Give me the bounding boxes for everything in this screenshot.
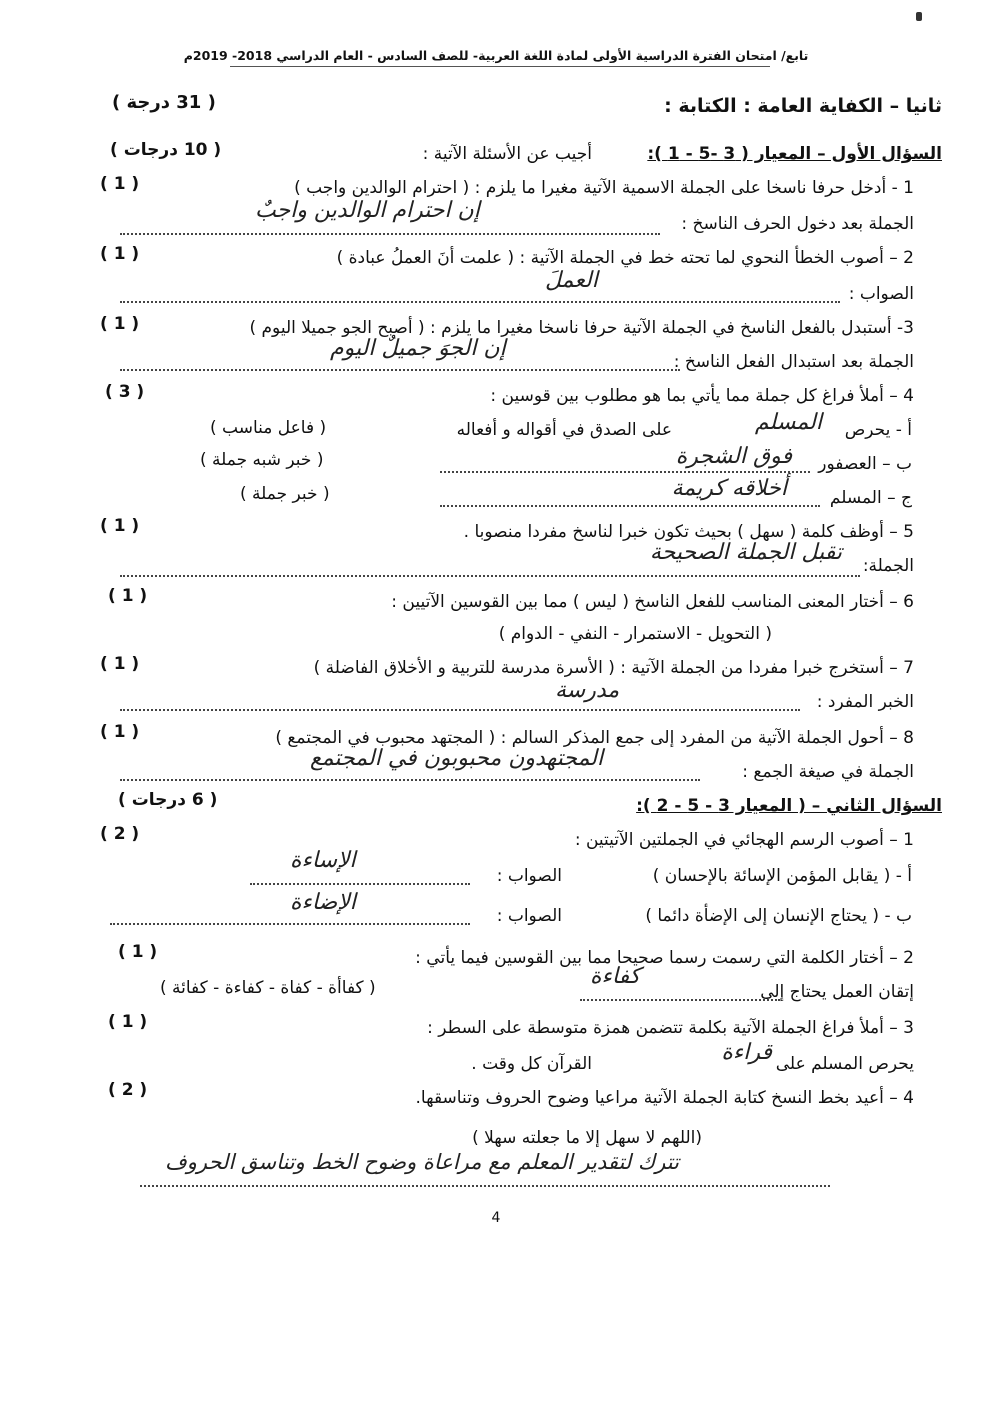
q2-item-2-mark: ( 1 ) xyxy=(118,942,158,962)
q1-item-5-label: الجملة: xyxy=(862,556,914,576)
q1-item-6-options: ( التحويل - الاستمرار - النفي - الدوام ) xyxy=(498,624,772,644)
answer-line xyxy=(140,1184,830,1187)
q2-item-4-quote: (اللهم لا سهل إلا ما جعلته سهلا ) xyxy=(472,1128,702,1148)
section-title: ثانيا – الكفاية العامة : الكتابة : xyxy=(664,95,942,117)
q2-item-4: 4 – أعيد بخط النسخ كتابة الجملة الآتية مراعيا وضوح الحروف وتناسقها. xyxy=(415,1088,914,1108)
answer-line xyxy=(250,882,470,885)
fill-b-hint: ( خبر شبه جملة ) xyxy=(200,450,324,470)
q2-item-2: 2 – أختار الكلمة التي رسمت رسما صحيحا مما بين القوسين فيما يأتي : xyxy=(415,948,914,968)
q2-item-3: 3 – أملأ فراغ الجملة الآتية بكلمة تتضمن همزة متوسطة على السطر : xyxy=(427,1018,914,1038)
q2-item-3-mark: ( 1 ) xyxy=(108,1012,148,1032)
fill-b-pre: ب – العصفور xyxy=(818,454,912,474)
q1-item-8-mark: ( 1 ) xyxy=(100,722,140,742)
exam-header: تابع/ امتحان الفترة الدراسية الأولى لمادة اللغة العربية- للصف السادس - العام الدراسي 2018- 2019م xyxy=(183,48,809,63)
q2-item-2-options: ( كفاأة - كفاة - كفاءة - كفائة ) xyxy=(160,978,376,998)
q1-item-6-mark: ( 1 ) xyxy=(108,586,148,606)
q1-item-8: 8 – أحول الجملة الآتية من المفرد إلى جمع المذكر السالم : ( المجتهد محبوب في المجتمع ) xyxy=(275,728,914,748)
q1-item-2-label: الصواب : xyxy=(848,284,914,304)
q1-item-2-mark: ( 1 ) xyxy=(100,244,140,264)
answer-line xyxy=(120,778,700,781)
fill-c-answer: أخلاقه كريمة xyxy=(671,476,787,501)
q1-item-4: 4 – أملأ فراغ كل جملة مما يأتي بما هو مطلوب بين قوسين : xyxy=(490,386,914,406)
q2-item-3-answer: قراءة xyxy=(721,1040,772,1065)
header-rule xyxy=(230,66,770,68)
answer-line xyxy=(580,998,780,1001)
q2-item-3-post: القرآن كل وقت . xyxy=(471,1054,592,1074)
q1-instruction: أجيب عن الأسئلة الآتية : xyxy=(422,144,592,164)
answer-line xyxy=(120,300,840,303)
q2-item-1b-answer: الإضاءة xyxy=(290,890,356,915)
q2-item-1a-answer: الإساءة xyxy=(290,848,356,873)
section-total: ( 31 درجة ) xyxy=(112,92,216,113)
q1-item-7-answer: مدرسة xyxy=(555,678,620,703)
answer-line xyxy=(120,368,680,371)
q1-item-3-answer: إن الجوَ جميلٌ اليوم xyxy=(330,336,506,361)
q2-item-4-mark: ( 2 ) xyxy=(108,1080,148,1100)
fill-a-post: على الصدق في أقواله و أفعاله xyxy=(456,420,672,440)
q1-item-3: 3- أستبدل بالفعل الناسخ في الجملة الآتية حرفا ناسخا مغيرا ما يلزم : ( أصبح الجو جميلا اليوم ) xyxy=(249,318,914,338)
q1-title: السؤال الأول – المعيار ( 3 -5 - 1 ): xyxy=(647,144,942,164)
answer-line xyxy=(440,504,820,507)
q1-item-3-label: الجملة بعد استبدال الفعل الناسخ : xyxy=(673,352,914,372)
q2-item-1a-label: الصواب : xyxy=(496,866,562,886)
ink-mark xyxy=(916,12,922,21)
answer-line xyxy=(110,922,470,925)
fill-b-answer: فوق الشجرة xyxy=(675,444,792,469)
q2-item-1-mark: ( 2 ) xyxy=(100,824,140,844)
q2-marks: ( 6 درجات ) xyxy=(118,790,218,810)
q1-item-1-answer: إن احترام الوالدين واجبٌ xyxy=(255,198,480,223)
answer-line xyxy=(120,708,800,711)
q1-item-1-label: الجملة بعد دخول الحرف الناسخ : xyxy=(681,214,914,234)
page-number: 4 xyxy=(491,1210,501,1226)
q2-title: السؤال الثاني – ( المعيار 3 - 5 - 2 ): xyxy=(636,796,942,816)
fill-c-hint: ( خبر جملة ) xyxy=(240,484,330,504)
q1-item-7-label: الخبر المفرد : xyxy=(816,692,914,712)
q1-item-1: 1 - أدخل حرفا ناسخا على الجملة الاسمية الآتية مغيرا ما يلزم : ( احترام الوالدين واجب ) xyxy=(294,178,914,198)
q1-item-5: 5 – أوظف كلمة ( سهل ) بحيث تكون خبرا لناسخ مفردا منصوبا . xyxy=(463,522,914,542)
q2-item-1b-label: الصواب : xyxy=(496,906,562,926)
q1-item-7: 7 – أستخرج خبرا مفردا من الجملة الآتية : ( الأسرة مدرسة للتربية و الأخلاق الفاضلة ) xyxy=(313,658,914,678)
q1-item-5-mark: ( 1 ) xyxy=(100,516,140,536)
q1-item-1-mark: ( 1 ) xyxy=(100,174,140,194)
q2-item-1a: أ - ( يقابل المؤمن الإسائة بالإحسان ) xyxy=(652,866,912,886)
q2-item-1b: ب - ( يحتاج الإنسان إلى الإضأة دائما ) xyxy=(645,906,912,926)
q1-item-3-mark: ( 1 ) xyxy=(100,314,140,334)
q1-item-2: 2 – أصوب الخطأ النحوي لما تحته خط في الجملة الآتية : ( علمت أنَ العملُ عبادة ) xyxy=(336,248,914,268)
q2-item-1: 1 – أصوب الرسم الهجائي في الجملتين الآتيتين : xyxy=(574,830,914,850)
q1-item-8-answer: المجتهدون محبوبون في المجتمع xyxy=(310,746,604,771)
q1-item-8-label: الجملة في صيغة الجمع : xyxy=(742,762,914,782)
q2-item-2-answer: كفاءة xyxy=(590,964,641,989)
fill-a-answer: المسلم xyxy=(754,410,822,435)
q2-item-4-answer: تترك لتقدير المعلم مع مراعاة وضوح الخط وتناسق الحروف xyxy=(165,1150,679,1174)
answer-line xyxy=(120,574,860,577)
q1-item-4-mark: ( 3 ) xyxy=(105,382,145,402)
q1-item-2-answer: العملَ xyxy=(545,268,598,293)
fill-a-pre: أ - يحرص xyxy=(844,420,912,440)
q1-item-5-answer: تقبل الجملة الصحيحة xyxy=(649,540,842,565)
q1-item-7-mark: ( 1 ) xyxy=(100,654,140,674)
q2-item-2-label: إتقان العمل يحتاج إلى xyxy=(760,982,914,1002)
q1-marks: ( 10 درجات ) xyxy=(110,140,222,160)
answer-line xyxy=(120,232,660,235)
fill-a-hint: ( فاعل مناسب ) xyxy=(210,418,327,438)
q1-item-6: 6 – أختار المعنى المناسب للفعل الناسخ ( ليس ) مما بين القوسين الآتيين : xyxy=(391,592,914,612)
fill-c-pre: ج – المسلم xyxy=(829,488,912,508)
answer-line xyxy=(440,470,810,473)
q2-item-3-label: يحرص المسلم على xyxy=(775,1054,914,1074)
